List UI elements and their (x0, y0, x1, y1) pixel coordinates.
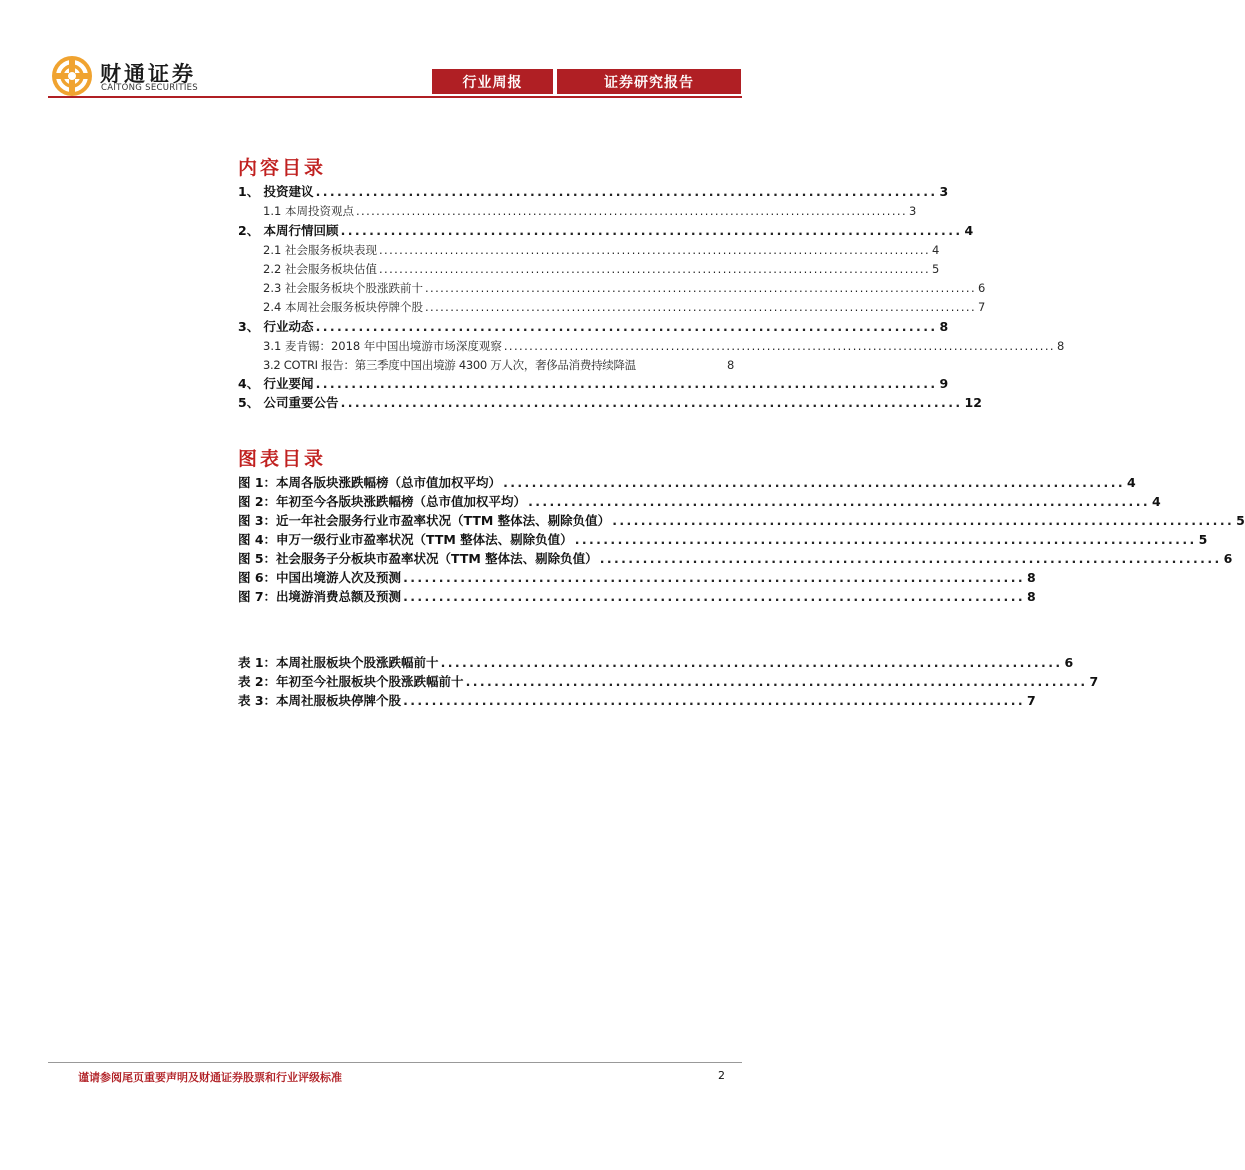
figure-entry[interactable] (238, 531, 1208, 549)
toc-entry[interactable] (263, 279, 986, 297)
footer-disclaimer: 谨请参阅尾页重要声明及财通证券股票和行业评级标准 (78, 1071, 342, 1084)
toc-entry[interactable] (263, 337, 1065, 355)
figure-entry[interactable] (238, 550, 1233, 568)
logo-cn-text: 财通证券 (100, 62, 196, 86)
toc-entry[interactable] (238, 222, 974, 240)
table-entry-page: 7 (1089, 674, 1099, 689)
toc-entry-page: 4 (964, 223, 974, 238)
figure-entry-page: 8 (1027, 589, 1036, 604)
figure-entry-page: 4 (1152, 494, 1161, 509)
figure-entry-label: 图 3：近一年社会服务行业市盈率状况（TTM 整体法、剔除负值） (238, 513, 611, 528)
toc-leader: ....................................................................................... (403, 589, 1025, 604)
figure-entry[interactable] (238, 493, 1161, 511)
logo-en-text: CAITONG SECURITIES (101, 83, 198, 93)
toc-entry-page: 7 (978, 300, 986, 314)
toc-entry-label: 2.3 社会服务板块个股涨跌前十 (263, 281, 423, 295)
toc-entry-label: 3、 行业动态 (238, 319, 314, 334)
toc-leader: ....................................................................................... (403, 693, 1025, 708)
figure-entry-page: 4 (1127, 475, 1136, 490)
toc-leader: ....................................................................................... (315, 376, 938, 391)
toc-entry-label: 2、 本周行情回顾 (238, 223, 339, 238)
toc-leader: ....................................................................................... (599, 551, 1222, 566)
figure-entry-page: 5 (1236, 513, 1245, 528)
table-entry-label: 表 3：本周社服板块停牌个股 (238, 693, 402, 708)
table-entry[interactable] (238, 692, 1036, 710)
toc-leader: ....................................................................................... (574, 532, 1197, 547)
toc-leader: ....................................................................................... (340, 223, 963, 238)
figure-entry[interactable] (238, 588, 1036, 606)
toc-leader: ............................................................................................................. (424, 281, 977, 295)
toc-entry-page: 8 (726, 358, 734, 372)
toc-leader: ....................................................................................... (465, 674, 1088, 689)
figures-title: 图表目录 (238, 448, 327, 470)
toc-entry[interactable] (238, 183, 949, 201)
toc-entry-label: 5、 公司重要公告 (238, 395, 339, 410)
footer-divider (48, 1062, 742, 1063)
report-category-tab: 证券研究报告 (557, 69, 741, 94)
toc-entry-page: 9 (939, 376, 949, 391)
toc-leader: ............................................................................................................. (355, 204, 908, 218)
toc-leader: ....................................................................................... (403, 570, 1025, 585)
toc-leader: ....................................................................................... (440, 655, 1063, 670)
toc-entry-page: 4 (932, 243, 940, 257)
toc-entry-page: 8 (1056, 339, 1065, 353)
toc-leader: ....................................................................................... (528, 494, 1150, 509)
toc-entry-label: 1.1 本周投资观点 (263, 204, 354, 218)
toc-entry-page: 3 (939, 184, 949, 199)
toc-entry[interactable] (238, 394, 982, 412)
toc-entry[interactable] (263, 298, 986, 316)
figure-entry[interactable] (238, 569, 1036, 587)
toc-entry-page: 12 (964, 395, 982, 410)
figure-entry[interactable] (238, 474, 1136, 492)
toc-leader: ............................................................................................................. (378, 243, 931, 257)
toc-leader: ............................................................................................................. (378, 262, 931, 276)
table-entry-label: 表 1：本周社服板块个股涨跌幅前十 (238, 655, 439, 670)
figure-entry-label: 图 4：申万一级行业市盈率状况（TTM 整体法、剔除负值） (238, 532, 573, 547)
header-divider (48, 96, 742, 98)
toc-leader: ....................................................................................... (612, 513, 1235, 528)
toc-entry-label: 2.2 社会服务板块估值 (263, 262, 377, 276)
figure-entry-label: 图 2：年初至今各版块涨跌幅榜（总市值加权平均） (238, 494, 527, 509)
table-entry-label: 表 2：年初至今社服板块个股涨跌幅前十 (238, 674, 464, 689)
toc-leader: ............................................................................................................. (424, 300, 977, 314)
toc-entry[interactable] (263, 202, 917, 220)
table-entry[interactable] (238, 673, 1099, 691)
toc-entry-label: 2.4 本周社会服务板块停牌个股 (263, 300, 423, 314)
toc-entry-page: 3 (909, 204, 917, 218)
toc-entry-page: 6 (978, 281, 986, 295)
table-entry-page: 7 (1027, 693, 1036, 708)
toc-entry-label: 3.1 麦肯锡：2018 年中国出境游市场深度观察 (263, 339, 502, 353)
figure-entry-page: 5 (1198, 532, 1208, 547)
contents-title: 内容目录 (238, 157, 327, 179)
toc-entry-label: 3.2 COTRI 报告：第三季度中国出境游 4300 万人次，奢侈品消费持续降温 (263, 358, 636, 372)
figure-entry[interactable] (238, 512, 1245, 530)
toc-entry-page: 5 (932, 262, 940, 276)
page-number: 2 (718, 1069, 725, 1082)
toc-entry[interactable] (263, 356, 734, 374)
toc-entry[interactable] (238, 318, 949, 336)
toc-leader: ....................................................................................... (340, 395, 963, 410)
caitong-logo-icon (52, 56, 92, 96)
toc-entry-label: 2.1 社会服务板块表现 (263, 243, 377, 257)
figure-entry-label: 图 7：出境游消费总额及预测 (238, 589, 402, 604)
table-entry-page: 6 (1064, 655, 1074, 670)
toc-entry[interactable] (238, 375, 949, 393)
figure-entry-label: 图 6：中国出境游人次及预测 (238, 570, 402, 585)
toc-entry-page: 8 (939, 319, 949, 334)
table-entry[interactable] (238, 654, 1074, 672)
toc-leader: ............................................................................................................. (503, 339, 1055, 353)
toc-leader: ....................................................................................... (315, 184, 938, 199)
toc-entry[interactable] (263, 260, 940, 278)
toc-leader: ....................................................................................... (503, 475, 1125, 490)
figure-entry-label: 图 1：本周各版块涨跌幅榜（总市值加权平均） (238, 475, 502, 490)
figure-entry-page: 8 (1027, 570, 1036, 585)
toc-entry-label: 1、 投资建议 (238, 184, 314, 199)
toc-leader: ....................................................................................... (315, 319, 938, 334)
toc-entry[interactable] (263, 241, 940, 259)
figure-entry-label: 图 5：社会服务子分板块市盈率状况（TTM 整体法、剔除负值） (238, 551, 598, 566)
report-type-tab: 行业周报 (432, 69, 553, 94)
toc-entry-label: 4、 行业要闻 (238, 376, 314, 391)
figure-entry-page: 6 (1223, 551, 1233, 566)
